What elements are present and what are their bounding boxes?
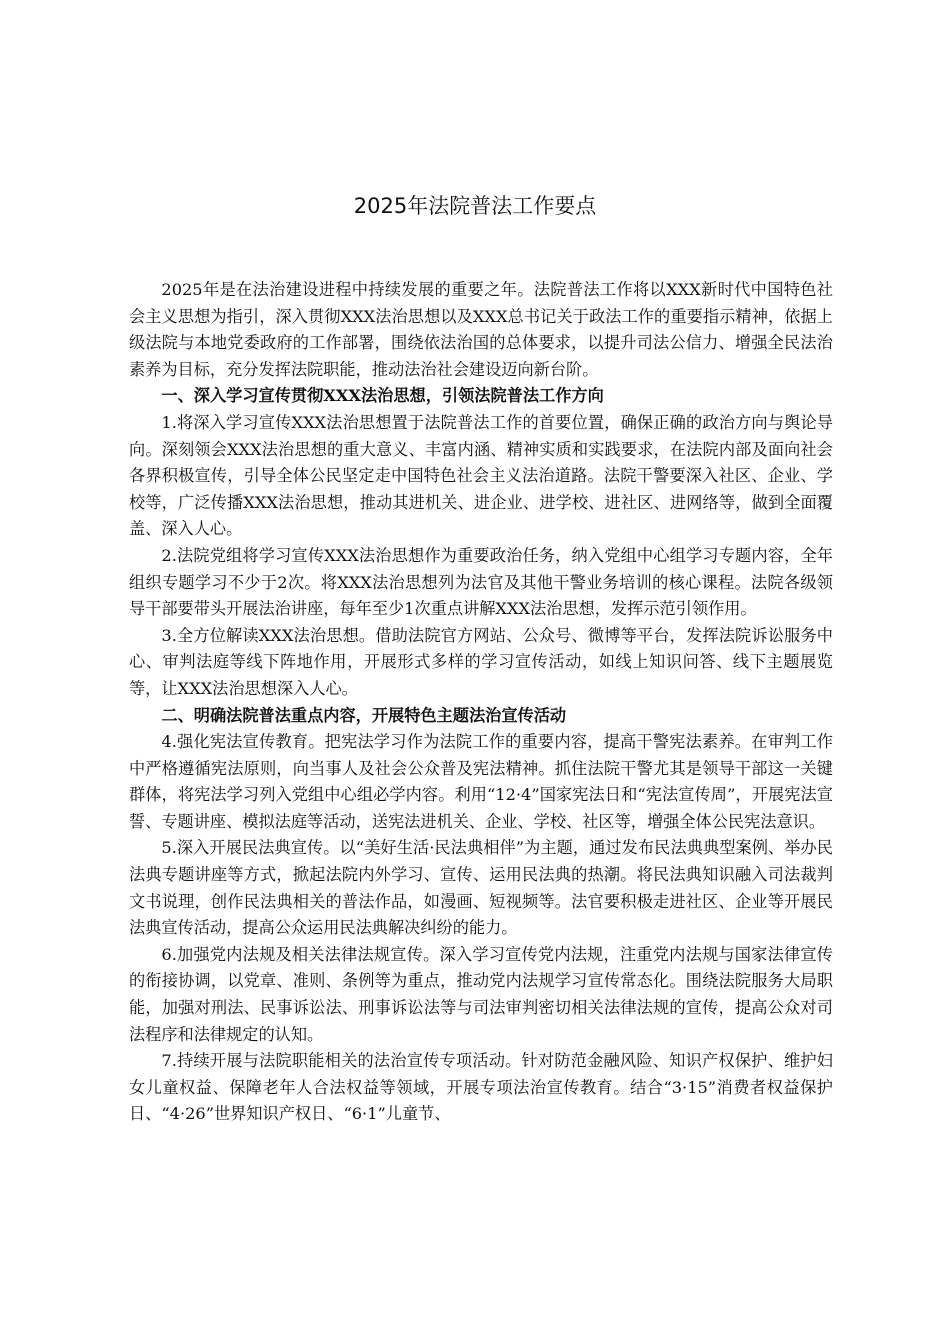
paragraph-6: 6.加强党内法规及相关法律法规宣传。深入学习宣传党内法规，注重党内法规与国家法律宣传的衔接协调，以党章、准则、条例等为重点，推动党内法规学习宣传常态化。围绕法院服务大局职能，加强对刑法、民事诉讼法、刑事诉讼法等与司法审判密切相关法律法规的宣传，提高公众对司法程序和法律规定的认知。	[129, 944, 833, 1044]
intro-paragraph: 2025年是在法治建设进程中持续发展的重要之年。法院普法工作将以XXX新时代中国特色社会主义思想为指引，深入贯彻XXX法治思想以及XXX总书记关于政法工作的重要指示精神，依据上级法院与本地党委政府的工作部署，围绕依法治国的总体要求，以提升司法公信力、增强全民法治素养为目标，充分发挥法院职能，推动法治社会建设迈向新台阶。	[129, 280, 833, 379]
paragraph-7: 7.持续开展与法院职能相关的法治宣传专项活动。针对防范金融风险、知识产权保护、维护妇女儿童权益、保障老年人合法权益等领域，开展专项法治宣传教育。结合“3·15”消费者权益保护日、“4·26”世界知识产权日、“6·1”儿童节、	[129, 1051, 833, 1124]
paragraph-2: 2.法院党组将学习宣传XXX法治思想作为重要政治任务，纳入党组中心组学习专题内容，全年组织专题学习不少于2次。将XXX法治思想列为法官及其他干警业务培训的核心课程。法院各级领导干部要带头开展法治讲座，每年至少1次重点讲解XXX法治思想，发挥示范引领作用。	[129, 545, 833, 619]
paragraph-4: 4.强化宪法宣传教育。把宪法学习作为法院工作的重要内容，提高干警宪法素养。在审判工作中严格遵循宪法原则，向当事人及社会公众普及宪法精神。抓住法院干警尤其是领导干部这一关键群体，将宪法学习列入党组中心组必学内容。利用“12·4”国家宪法日和“宪法宣传周”，开展宪法宣誓、专题讲座、模拟法庭等活动，送宪法进机关、企业、学校、社区等，增强全体公民宪法意识。	[129, 732, 833, 831]
document-body	[129, 277, 833, 1128]
paragraph-5: 5.深入开展民法典宣传。以“美好生活·民法典相伴”为主题，通过发布民法典典型案例、举办民法典专题讲座等方式，掀起法院内外学习、宣传、运用民法典的热潮。将民法典知识融入司法裁判文书说理，创作民法典相关的普法作品，如漫画、短视频等。法官要积极走进社区、企业等开展民法典宣传活动，提高公众运用民法典解决纠纷的能力。	[129, 838, 833, 938]
section-heading-1: 一、深入学习宣传贯彻XXX法治思想，引领法院普法工作方向	[161, 386, 604, 406]
section-heading-2: 二、明确法院普法重点内容，开展特色主题法治宣传活动	[161, 705, 567, 725]
paragraph-3: 3.全方位解读XXX法治思想。借助法院官方网站、公众号、微博等平台，发挥法院诉讼服务中心、审判法庭等线下阵地作用，开展形式多样的学习宣传活动，如线上知识问答、线下主题展览等，让XXX法治思想深入人心。	[129, 625, 833, 698]
paragraph-1: 1.将深入学习宣传XXX法治思想置于法院普法工作的首要位置，确保正确的政治方向与舆论导向。深刻领会XXX法治思想的重大意义、丰富内涵、精神实质和实践要求，在法院内部及面向社会各界积极宣传，引导全体公民坚定走中国特色社会主义法治道路。法院干警要深入社区、企业、学校等，广泛传播XXX法治思想，推动其进机关、进企业、进学校、进社区、进网络等，做到全面覆盖、深入人心。	[129, 412, 833, 539]
document-title: 2025年法院普法工作要点	[353, 194, 597, 218]
